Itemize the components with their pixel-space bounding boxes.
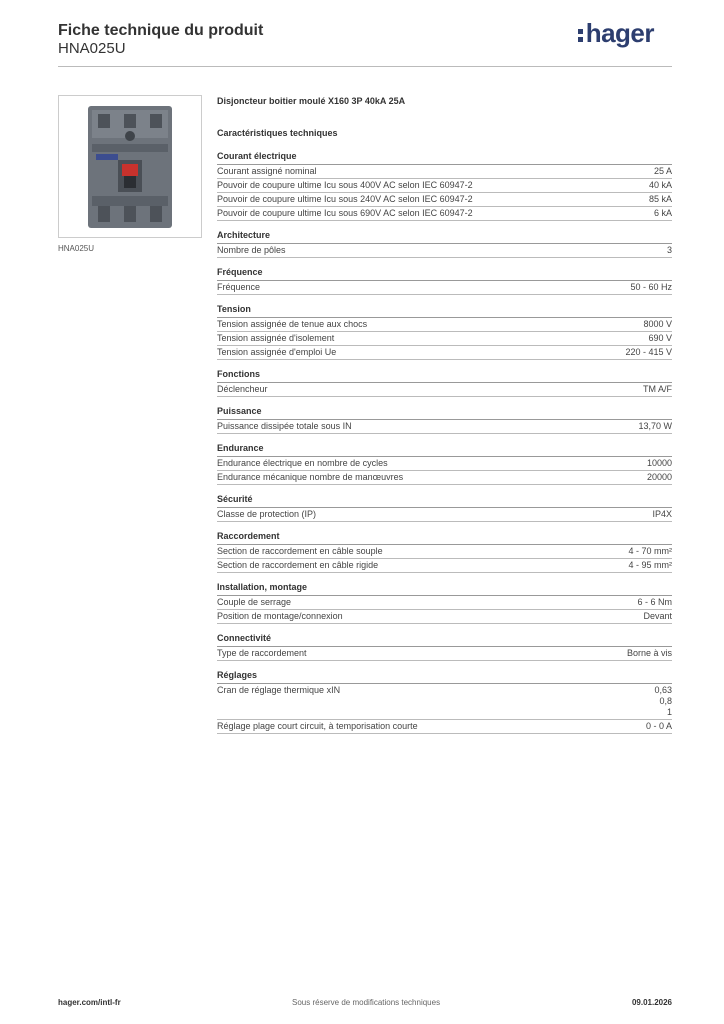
spec-label: Couple de serrage: [217, 597, 292, 607]
spec-value: 10000: [646, 458, 672, 468]
spec-value: 13,70 W: [638, 421, 672, 431]
spec-row: [217, 508, 672, 522]
spec-value: 40 kA: [648, 180, 672, 190]
section-title: Réglages: [217, 670, 672, 684]
spec-value: 50 - 60 Hz: [630, 282, 672, 292]
header-divider: [58, 66, 672, 67]
spec-label: Section de raccordement en câble souple: [217, 546, 383, 556]
hager-logo: [578, 18, 654, 49]
section-title: Connectivité: [217, 633, 672, 647]
spec-row: [217, 165, 672, 179]
spec-label: Position de montage/connexion: [217, 611, 343, 621]
spec-value: Borne à vis: [626, 648, 672, 658]
logo-dots-icon: [578, 26, 584, 45]
footer-website-link[interactable]: hager.com/intl-fr: [58, 998, 121, 1007]
spec-label: Pouvoir de coupure ultime Icu sous 690V AC selon IEC 60947-2: [217, 208, 473, 218]
spec-section: [217, 531, 672, 573]
spec-value: 3: [666, 245, 672, 255]
spec-section: [217, 369, 672, 397]
spec-row: [217, 559, 672, 573]
spec-row: [217, 420, 672, 434]
spec-row: [217, 281, 672, 295]
spec-section: [217, 443, 672, 485]
spec-label: Réglage plage court circuit, à temporisation courte: [217, 721, 418, 731]
spec-value: 6 kA: [653, 208, 672, 218]
spec-row: [217, 610, 672, 624]
section-title: Courant électrique: [217, 151, 672, 165]
image-caption: HNA025U: [58, 244, 95, 253]
spec-label: Classe de protection (IP): [217, 509, 317, 519]
spec-row: [217, 346, 672, 360]
spec-label: Endurance mécanique nombre de manœuvres: [217, 472, 404, 482]
spec-row: [217, 647, 672, 661]
spec-section: [217, 494, 672, 522]
section-title: Raccordement: [217, 531, 672, 545]
spec-row: [217, 318, 672, 332]
spec-value: 0 - 0 A: [645, 721, 672, 731]
spec-section: [217, 267, 672, 295]
product-description: Disjoncteur boitier moulé X160 3P 40kA 25A: [217, 96, 406, 106]
spec-value: 20000: [646, 472, 672, 482]
logo-text: hager: [585, 18, 654, 48]
section-title: Fréquence: [217, 267, 672, 281]
spec-value: Devant: [643, 611, 672, 621]
spec-row: [217, 545, 672, 559]
spec-label: Puissance dissipée totale sous IN: [217, 421, 352, 431]
spec-sections: [217, 151, 672, 734]
spec-value: 6 - 6 Nm: [637, 597, 672, 607]
spec-content: [217, 96, 672, 734]
spec-value: IP4X: [652, 509, 672, 519]
section-title: Architecture: [217, 230, 672, 244]
spec-section: [217, 406, 672, 434]
spec-row: [217, 207, 672, 221]
specs-title: Caractéristiques techniques: [217, 128, 338, 138]
circuit-breaker-image: [80, 102, 180, 232]
section-title: Tension: [217, 304, 672, 318]
spec-label: Déclencheur: [217, 384, 268, 394]
page-header: [58, 18, 672, 60]
spec-section: [217, 230, 672, 258]
product-reference: HNA025U: [58, 40, 126, 57]
section-title: Installation, montage: [217, 582, 672, 596]
spec-label: Tension assignée de tenue aux chocs: [217, 319, 368, 329]
spec-label: Endurance électrique en nombre de cycles: [217, 458, 388, 468]
spec-row: [217, 332, 672, 346]
section-title: Puissance: [217, 406, 672, 420]
spec-value: 25 A: [653, 166, 672, 176]
spec-value: 690 V: [648, 333, 672, 343]
footer-date: 09.01.2026: [631, 998, 672, 1007]
spec-section: [217, 670, 672, 734]
spec-value: 0,63 0,8 1: [654, 685, 672, 717]
spec-label: Pouvoir de coupure ultime Icu sous 240V AC selon IEC 60947-2: [217, 194, 473, 204]
spec-row: [217, 596, 672, 610]
spec-value: 4 - 70 mm²: [628, 546, 672, 556]
spec-label: Pouvoir de coupure ultime Icu sous 400V AC selon IEC 60947-2: [217, 180, 473, 190]
section-title: Sécurité: [217, 494, 672, 508]
spec-row: [217, 244, 672, 258]
spec-section: [217, 582, 672, 624]
section-title: Fonctions: [217, 369, 672, 383]
footer-disclaimer: Sous réserve de modifications techniques: [292, 998, 441, 1007]
spec-value: 220 - 415 V: [625, 347, 672, 357]
spec-label: Tension assignée d'emploi Ue: [217, 347, 337, 357]
spec-section: [217, 151, 672, 221]
spec-value: 4 - 95 mm²: [628, 560, 672, 570]
spec-row: [217, 457, 672, 471]
spec-row: [217, 383, 672, 397]
spec-label: Courant assigné nominal: [217, 166, 317, 176]
spec-value: 85 kA: [648, 194, 672, 204]
spec-row: [217, 179, 672, 193]
spec-row: [217, 193, 672, 207]
product-image: [58, 95, 202, 238]
spec-label: Fréquence: [217, 282, 261, 292]
spec-row: [217, 720, 672, 734]
spec-row: [217, 471, 672, 485]
spec-row: [217, 684, 672, 720]
spec-section: [217, 633, 672, 661]
spec-label: Nombre de pôles: [217, 245, 286, 255]
section-title: Endurance: [217, 443, 672, 457]
spec-value: 8000 V: [643, 319, 672, 329]
spec-label: Type de raccordement: [217, 648, 307, 658]
spec-label: Section de raccordement en câble rigide: [217, 560, 379, 570]
spec-value: TM A/F: [643, 384, 672, 394]
spec-section: [217, 304, 672, 360]
spec-label: Cran de réglage thermique xIN: [217, 685, 341, 695]
spec-label: Tension assignée d'isolement: [217, 333, 335, 343]
page-title: Fiche technique du produit: [58, 22, 264, 39]
